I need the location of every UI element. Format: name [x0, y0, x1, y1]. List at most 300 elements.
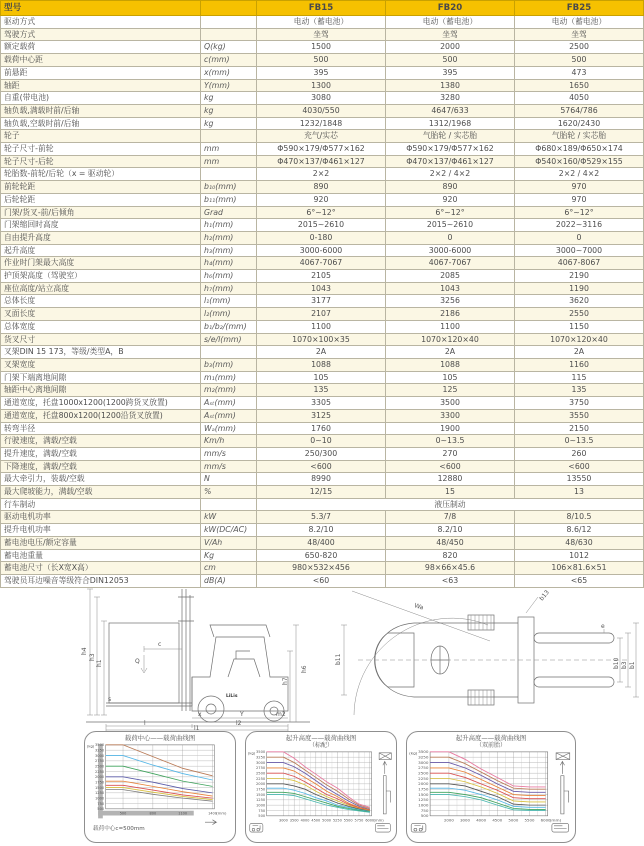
- forklift-icon-left: [250, 823, 263, 832]
- dim-label-b11: b11: [335, 653, 342, 665]
- y-tick-label: 2500: [418, 770, 429, 776]
- spec-row-label: 驱动方式: [1, 16, 201, 29]
- y-tick-label: 2750: [94, 759, 105, 764]
- spec-value-cell: 1088: [386, 358, 515, 371]
- spec-value-cell: 135: [515, 384, 644, 397]
- table-row: [1, 511, 644, 524]
- table-row: [1, 486, 644, 499]
- y-tick-label: 1750: [94, 780, 105, 785]
- spec-row-label: 叉架DIN 15 173，等级/类型A，B: [1, 346, 201, 359]
- header-column-FB20: FB20: [386, 1, 515, 16]
- spec-value-cell: 1012: [515, 549, 644, 562]
- spec-value-cell: 2150: [515, 422, 644, 435]
- x-tick-label: 6000: [365, 818, 375, 823]
- x-tick-label: 800: [149, 811, 157, 816]
- spec-value-cell: 1190: [515, 282, 644, 295]
- spec-value-cell: 3620: [515, 295, 644, 308]
- mast-icon: [379, 753, 391, 814]
- spec-value-cell: 3550: [515, 409, 644, 422]
- spec-value-cell: 1160: [515, 358, 644, 371]
- spec-unit-cell: mm: [201, 155, 257, 168]
- spec-value-cell: 500: [257, 54, 386, 67]
- spec-row-label: 通道宽度，托盘1000x1200(1200跨货叉放置): [1, 397, 201, 410]
- table-row: [1, 92, 644, 105]
- spec-value-cell: 500: [515, 54, 644, 67]
- x-tick-label: 5000: [508, 818, 519, 823]
- table-row: [1, 473, 644, 486]
- spec-row-label: 总体长度: [1, 295, 201, 308]
- x-tick-label: 5250: [332, 818, 342, 823]
- spec-value-cell: 3256: [386, 295, 515, 308]
- spec-value-cell: 98×66×45.6: [386, 562, 515, 575]
- y-tick-label: 3000: [418, 760, 429, 765]
- spec-unit-cell: [201, 130, 257, 143]
- table-row: [1, 295, 644, 308]
- spec-row-label: 转弯半径: [1, 422, 201, 435]
- forklift-icon-right: [375, 823, 390, 832]
- spec-row-label: 下降速度，满载/空载: [1, 460, 201, 473]
- y-tick-label: 1000: [418, 802, 429, 808]
- y-tick-label: 1250: [418, 797, 429, 803]
- spec-value-cell: 2107: [257, 308, 386, 321]
- spec-row-label: 轴距中心离地间隙: [1, 384, 201, 397]
- spec-unit-cell: N: [201, 473, 257, 486]
- table-row: [1, 193, 644, 206]
- chart-plot: [407, 749, 575, 833]
- spec-value-cell: 1380: [386, 79, 515, 92]
- table-row: [1, 41, 644, 54]
- spec-value-cell: 260: [515, 447, 644, 460]
- capacity-curve: [106, 777, 213, 793]
- dim-label-l1: l1: [194, 725, 200, 731]
- spec-value-cell: 106×81.6×51: [515, 562, 644, 575]
- spec-value-cell: 充气/实芯: [257, 130, 386, 143]
- spec-unit-cell: V/Ah: [201, 536, 257, 549]
- header-column-FB15: FB15: [257, 1, 386, 16]
- spec-row-label: 驾驶员耳边噪音等级符合DIN12053: [1, 574, 201, 587]
- spec-value-cell: 1620/2430: [515, 117, 644, 130]
- spec-row-label: 护顶架高度（驾驶室）: [1, 270, 201, 283]
- table-row: [1, 371, 644, 384]
- table-row: [1, 358, 644, 371]
- y-tick-label: 2250: [94, 769, 105, 774]
- y-tick-label: 2000: [255, 782, 266, 787]
- spec-unit-cell: Y(mm): [201, 79, 257, 92]
- spec-value-cell: 15: [386, 486, 515, 499]
- spec-span-value-cell: 液压制动: [257, 498, 644, 511]
- spec-value-cell: Φ470×137/Φ461×127: [386, 155, 515, 168]
- spec-value-cell: <65: [515, 574, 644, 587]
- spec-value-cell: 13: [515, 486, 644, 499]
- y-axis-label: (kg): [409, 750, 418, 756]
- spec-value-cell: 1070×120×40: [386, 333, 515, 346]
- dim-label-s: s: [108, 696, 112, 703]
- spec-unit-cell: cm: [201, 562, 257, 575]
- spec-unit-cell: Km/h: [201, 435, 257, 448]
- table-row: [1, 460, 644, 473]
- spec-value-cell: 473: [515, 66, 644, 79]
- spec-value-cell: 12880: [386, 473, 515, 486]
- dim-label-h1: h1: [96, 659, 103, 667]
- spec-value-cell: 2190: [515, 270, 644, 283]
- table-row: [1, 206, 644, 219]
- table-row: [1, 54, 644, 67]
- table-row: [1, 409, 644, 422]
- spec-row-label: 最大爬坡能力，满载/空载: [1, 486, 201, 499]
- y-tick-label: 1500: [418, 792, 429, 797]
- spec-value-cell: 0~13.5: [386, 435, 515, 448]
- spec-value-cell: 8990: [257, 473, 386, 486]
- spec-value-cell: 0~13.5: [515, 435, 644, 448]
- spec-unit-cell: [201, 498, 257, 511]
- spec-row-label: 通道宽度，托盘800x1200(1200沿货叉放置): [1, 409, 201, 422]
- chart-caption: 载荷中心c=500mm: [93, 826, 145, 832]
- spec-unit-cell: kg: [201, 104, 257, 117]
- spec-value-cell: 4067-7067: [257, 257, 386, 270]
- spec-row-label: 总体宽度: [1, 320, 201, 333]
- forklift-icon-left: [411, 823, 426, 832]
- table-row: [1, 270, 644, 283]
- x-axis-label: (mm): [216, 810, 227, 816]
- spec-row-label: 门架/货叉-前/后倾角: [1, 206, 201, 219]
- spec-row-label: 轴负载,空载时前/后轴: [1, 117, 201, 130]
- table-row: [1, 282, 644, 295]
- spec-unit-cell: b₁₁(mm): [201, 193, 257, 206]
- table-row: [1, 384, 644, 397]
- spec-row-label: 起升高度: [1, 244, 201, 257]
- spec-value-cell: 3000-6000: [386, 244, 515, 257]
- spec-row-label: 驾驶方式: [1, 28, 201, 41]
- spec-value-cell: 1650: [515, 79, 644, 92]
- spec-unit-cell: [201, 16, 257, 29]
- spec-value-cell: 3000~7000: [515, 244, 644, 257]
- technical-drawings: [0, 585, 644, 731]
- dim-label-l2: l2: [236, 720, 242, 727]
- y-tick-label: 2750: [418, 765, 429, 771]
- spec-value-cell: 13550: [515, 473, 644, 486]
- spec-value-cell: 250/300: [257, 447, 386, 460]
- spec-value-cell: 270: [386, 447, 515, 460]
- spec-unit-cell: kW: [201, 511, 257, 524]
- spec-value-cell: 2022~3116: [515, 219, 644, 232]
- y-tick-label: 3500: [418, 749, 429, 755]
- spec-unit-cell: m₂(mm): [201, 384, 257, 397]
- spec-row-label: 行驶速度，满载/空载: [1, 435, 201, 448]
- spec-value-cell: 气胎轮 / 实芯胎: [515, 130, 644, 143]
- spec-value-cell: <600: [515, 460, 644, 473]
- chart-title: 载荷中心——载荷曲线图: [124, 734, 196, 742]
- spec-value-cell: 6°~12°: [515, 206, 644, 219]
- dim-label-m2: m2: [276, 711, 286, 718]
- spec-value-cell: 5764/786: [515, 104, 644, 117]
- y-axis-label: (kg): [247, 750, 256, 756]
- spec-value-cell: 8/10.5: [515, 511, 644, 524]
- spec-row-label: 额定载荷: [1, 41, 201, 54]
- spec-row-label: 蓄电池尺寸（长X宽X高）: [1, 562, 201, 575]
- chart-panel-3: [406, 731, 576, 843]
- spec-value-cell: 980×532×456: [257, 562, 386, 575]
- y-tick-label: 1750: [418, 786, 429, 792]
- y-tick-label: 3000: [255, 760, 266, 765]
- top-view-drawing: [318, 585, 644, 731]
- spec-value-cell: Φ590×179/Φ577×162: [386, 143, 515, 156]
- spec-unit-cell: h₇(mm): [201, 282, 257, 295]
- y-tick-label: 2750: [255, 766, 266, 771]
- y-tick-label: 500: [420, 813, 429, 819]
- x-tick-label: 1400: [208, 811, 217, 816]
- spec-value-cell: 135: [257, 384, 386, 397]
- spec-value-cell: 8.6/12: [515, 524, 644, 537]
- x-tick-label: 2000: [443, 818, 454, 823]
- spec-value-cell: 920: [386, 193, 515, 206]
- spec-value-cell: <600: [257, 460, 386, 473]
- spec-value-cell: 1100: [386, 320, 515, 333]
- y-tick-label: 750: [97, 801, 105, 806]
- forklift-icon-right: [552, 823, 569, 832]
- capacity-curve: [430, 788, 545, 807]
- spec-value-cell: 坐驾: [515, 28, 644, 41]
- x-tick-label: 5500: [343, 818, 353, 823]
- y-tick-label: 2250: [255, 776, 266, 781]
- x-tick-label: 6000: [540, 818, 551, 823]
- chart-title: 起升高度——载荷曲线图: [285, 734, 357, 742]
- spec-value-cell: 7/8: [386, 511, 515, 524]
- dim-label-h7: h7: [282, 677, 289, 685]
- spec-row-label: 提升速度，满载/空载: [1, 447, 201, 460]
- spec-unit-cell: %: [201, 486, 257, 499]
- spec-row-label: 货叉尺寸: [1, 333, 201, 346]
- spec-value-cell: 105: [257, 371, 386, 384]
- spec-value-cell: 1760: [257, 422, 386, 435]
- dim-label-h6: h6: [301, 665, 308, 673]
- header-model-label: 型号: [1, 1, 201, 16]
- dim-label-h4: h4: [81, 647, 88, 655]
- table-row: [1, 422, 644, 435]
- spec-value-cell: Φ590×179/Φ577×162: [257, 143, 386, 156]
- spec-value-cell: 4050: [515, 92, 644, 105]
- table-row: [1, 308, 644, 321]
- spec-row-label: 叉架宽度: [1, 358, 201, 371]
- spec-unit-cell: c(mm): [201, 54, 257, 67]
- front-wheel-bottom: [468, 690, 494, 705]
- spec-value-cell: 0: [386, 231, 515, 244]
- spec-value-cell: 1312/1968: [386, 117, 515, 130]
- table-row: [1, 549, 644, 562]
- spec-unit-cell: kW(DC/AC): [201, 524, 257, 537]
- chart-plot: [246, 749, 396, 833]
- spec-value-cell: 2550: [515, 308, 644, 321]
- spec-value-cell: 3080: [257, 92, 386, 105]
- spec-value-cell: 820: [386, 549, 515, 562]
- spec-value-cell: 3000-6000: [257, 244, 386, 257]
- spec-value-cell: 115: [515, 371, 644, 384]
- y-tick-label: 750: [258, 808, 266, 813]
- spec-unit-cell: l₂(mm): [201, 308, 257, 321]
- spec-row-label: 最大牵引力，装载/空载: [1, 473, 201, 486]
- y-tick-label: 2500: [255, 771, 266, 776]
- y-tick-label: 2500: [94, 764, 105, 769]
- spec-value-cell: 5.3/7: [257, 511, 386, 524]
- spec-value-cell: 2A: [386, 346, 515, 359]
- spec-unit-cell: kg: [201, 117, 257, 130]
- dim-label-b1: b1: [629, 661, 636, 669]
- spec-unit-cell: h₃(mm): [201, 244, 257, 257]
- table-row: [1, 181, 644, 194]
- spec-unit-cell: Aₛₜ(mm): [201, 409, 257, 422]
- x-tick-label: 3500: [289, 818, 299, 823]
- spec-value-cell: 970: [515, 181, 644, 194]
- spec-value-cell: 2015~2610: [386, 219, 515, 232]
- chart-panel-1: [84, 731, 236, 843]
- table-row: [1, 498, 644, 511]
- spec-value-cell: 3750: [515, 397, 644, 410]
- y-tick-label: 3500: [255, 750, 266, 755]
- spec-value-cell: 3177: [257, 295, 386, 308]
- table-row: [1, 244, 644, 257]
- arrow-icon: [205, 820, 216, 825]
- spec-value-cell: 2A: [257, 346, 386, 359]
- spec-unit-cell: mm/s: [201, 460, 257, 473]
- y-tick-label: 1000: [255, 803, 266, 808]
- spec-row-label: 叉面长度: [1, 308, 201, 321]
- spec-value-cell: 1150: [515, 320, 644, 333]
- spec-row-label: 轮胎数-前轮/后轮（x = 驱动轮）: [1, 168, 201, 181]
- y-tick-label: 2000: [94, 775, 105, 780]
- brand-logo: LiLis: [226, 694, 238, 699]
- chart-title: 起升高度——载荷曲线图: [455, 734, 527, 742]
- spec-row-label: 蓄电池电压/额定容量: [1, 536, 201, 549]
- spec-value-cell: 890: [386, 181, 515, 194]
- spec-value-cell: 1232/1848: [257, 117, 386, 130]
- spec-unit-cell: l₁(mm): [201, 295, 257, 308]
- spec-unit-cell: Aₛₜ(mm): [201, 397, 257, 410]
- spec-value-cell: 3305: [257, 397, 386, 410]
- y-tick-label: 1000: [94, 796, 105, 801]
- spec-value-cell: 48/630: [515, 536, 644, 549]
- spec-value-cell: Φ680×189/Φ650×174: [515, 143, 644, 156]
- table-row: [1, 231, 644, 244]
- spec-unit-cell: Grad: [201, 206, 257, 219]
- spec-row-label: 座位高度/站立高度: [1, 282, 201, 295]
- spec-value-cell: <600: [386, 460, 515, 473]
- spec-value-cell: 4647/633: [386, 104, 515, 117]
- x-tick-label: 1100: [178, 811, 188, 816]
- spec-value-cell: 2000: [386, 41, 515, 54]
- spec-row-label: 轮子尺寸-前轮: [1, 143, 201, 156]
- table-row: [1, 333, 644, 346]
- spec-value-cell: 1088: [257, 358, 386, 371]
- table-row: [1, 28, 644, 41]
- spec-value-cell: 电动（蓄电池）: [386, 16, 515, 29]
- spec-row-label: 驱动电机功率: [1, 511, 201, 524]
- spec-value-cell: 48/400: [257, 536, 386, 549]
- dim-label-y: Y: [240, 711, 244, 718]
- spec-unit-cell: h₆(mm): [201, 270, 257, 283]
- table-row: [1, 397, 644, 410]
- dim-label-q: Q: [135, 658, 140, 665]
- spec-row-label: 前悬距: [1, 66, 201, 79]
- spec-value-cell: 4067-7067: [386, 257, 515, 270]
- spec-value-cell: 1043: [257, 282, 386, 295]
- y-tick-label: 500: [258, 814, 266, 819]
- x-axis-label: (mm): [373, 817, 384, 823]
- spec-row-label: 轮子尺寸-后轮: [1, 155, 201, 168]
- y-tick-label: 2250: [418, 776, 429, 781]
- x-tick-label: 4000: [476, 818, 487, 823]
- spec-value-cell: 3125: [257, 409, 386, 422]
- capacity-curve: [267, 752, 370, 807]
- table-row: [1, 562, 644, 575]
- spec-unit-cell: b₁₀(mm): [201, 181, 257, 194]
- table-row: [1, 16, 644, 29]
- chart-plot: [85, 742, 235, 826]
- chart-panel-2: [245, 731, 397, 843]
- spec-value-cell: 0: [515, 231, 644, 244]
- x-tick-label: 4500: [311, 818, 321, 823]
- spec-row-label: 门架下端离地间隙: [1, 371, 201, 384]
- spec-row-label: 自由提升高度: [1, 231, 201, 244]
- dim-label-b3: b3: [621, 661, 628, 669]
- spec-value-cell: 坐驾: [386, 28, 515, 41]
- table-header-row: [1, 1, 644, 16]
- spec-value-cell: 1300: [257, 79, 386, 92]
- spec-unit-cell: dB(A): [201, 574, 257, 587]
- spec-value-cell: 2×2 / 4×2: [386, 168, 515, 181]
- table-row: [1, 219, 644, 232]
- x-tick-label: 3000: [460, 818, 470, 823]
- spec-row-label: 门架缩回时高度: [1, 219, 201, 232]
- spec-unit-cell: [201, 168, 257, 181]
- spec-value-cell: 650-820: [257, 549, 386, 562]
- spec-row-label: 提升电机功率: [1, 524, 201, 537]
- dim-label-x: x: [198, 711, 202, 718]
- spec-value-cell: 2×2: [257, 168, 386, 181]
- table-row: [1, 524, 644, 537]
- capacity-charts: [84, 731, 576, 843]
- y-tick-label: 3250: [255, 755, 266, 760]
- spec-unit-cell: kg: [201, 92, 257, 105]
- spec-value-cell: 6°~12°: [257, 206, 386, 219]
- table-row: [1, 435, 644, 448]
- spec-unit-cell: h₂(mm): [201, 231, 257, 244]
- table-row: [1, 143, 644, 156]
- x-axis-label: (mm): [549, 817, 562, 823]
- table-row: [1, 130, 644, 143]
- x-tick-label: 4000: [300, 818, 310, 823]
- spec-unit-cell: b₃(mm): [201, 358, 257, 371]
- spec-value-cell: 3300: [386, 409, 515, 422]
- header-column-FB25: FB25: [515, 1, 644, 16]
- spec-value-cell: 1043: [386, 282, 515, 295]
- table-row: [1, 79, 644, 92]
- x-tick-label: 500: [119, 811, 127, 816]
- y-tick-label: 1250: [94, 791, 105, 796]
- spec-row-label: 后轮轮距: [1, 193, 201, 206]
- spec-unit-cell: h₄(mm): [201, 257, 257, 270]
- spec-value-cell: 1100: [257, 320, 386, 333]
- spec-value-cell: 890: [257, 181, 386, 194]
- y-tick-label: 3500: [94, 743, 105, 748]
- spec-row-label: 前轮轮距: [1, 181, 201, 194]
- spec-unit-cell: h₁(mm): [201, 219, 257, 232]
- spec-value-cell: 1900: [386, 422, 515, 435]
- table-row: [1, 168, 644, 181]
- spec-value-cell: 3500: [386, 397, 515, 410]
- y-tick-label: 3250: [418, 754, 429, 760]
- spec-row-label: 蓄电池重量: [1, 549, 201, 562]
- dim-label-b13: b13: [538, 589, 551, 603]
- spec-value-cell: 2×2 / 4×2: [515, 168, 644, 181]
